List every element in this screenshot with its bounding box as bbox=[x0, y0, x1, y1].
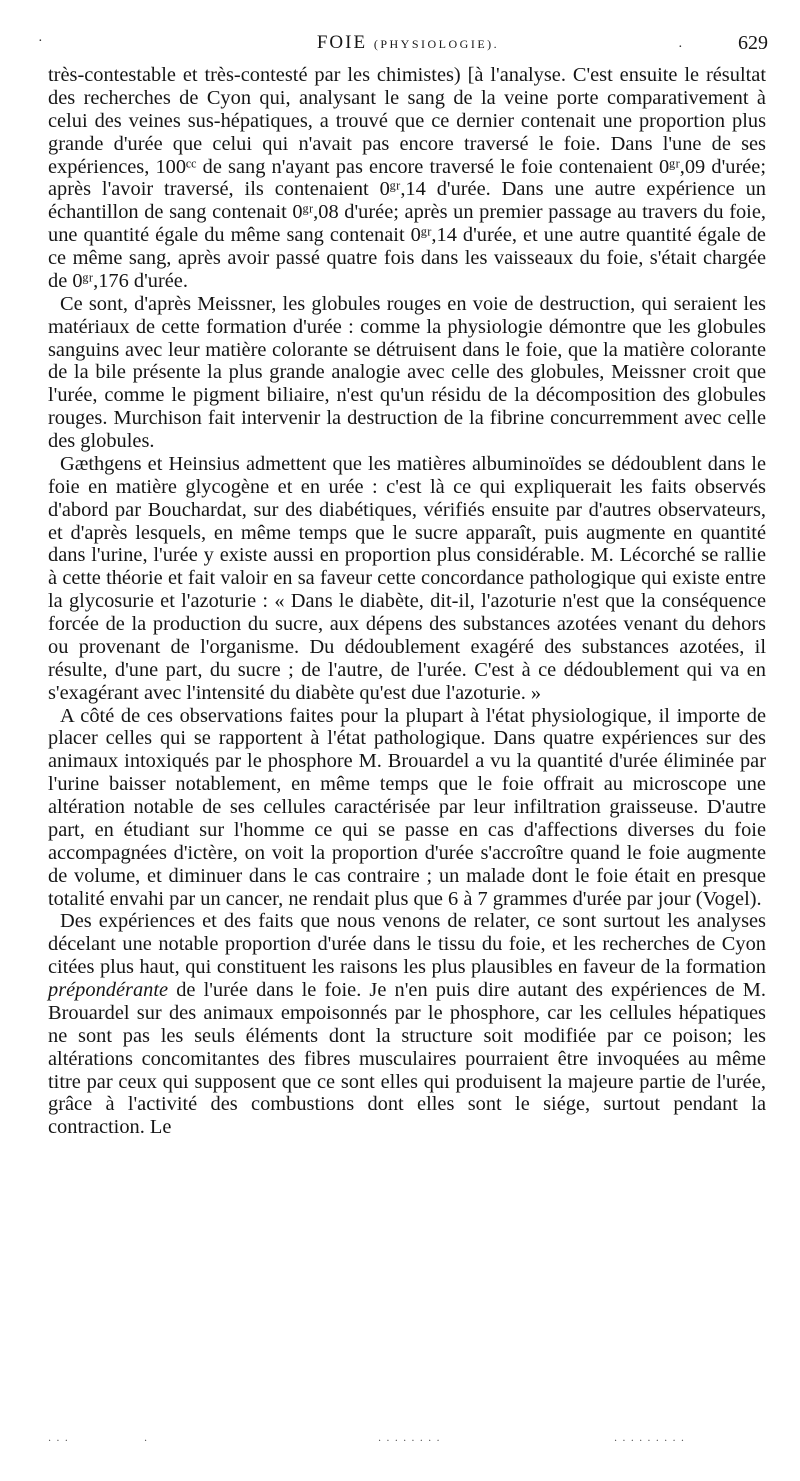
paragraph: A côté de ces observations faites pour la plupart à l'état physiologique, il importe de placer celles qui se rapportent à l'état pathologique. Dans quatre expériences sur des animaux intoxiqués par le phosphore M. Brouardel a vu la quantité d'urée éliminée par l'urine baisser notablement, en même temps que le foie offrait au microscope une altération notable de ses cellules caractérisée par leur infiltration graisseuse. D'autre part, en étudiant sur l'homme ce qui se passe en cas d'affections diverses du foie accompagnées d'ictère, on voit la proportion d'urée s'accroître quand le foie augmente de volume, et diminuer dans le cas contraire ; un malade dont le foie était en presque totalité envahi par un cancer, ne rendait plus que 6 à 7 grammes d'urée par jour (Vogel). bbox=[48, 704, 766, 910]
paragraph-text: Des expériences et des faits que nous venons de relater, ce sont surtout les analyses décelant une notable proportion d'urée dans le tissu du foie, et les recherches de Cyon citées plus haut, qui constituent les raisons les plus plausibles en faveur de la formation bbox=[48, 910, 766, 979]
paragraph bbox=[48, 910, 766, 1139]
scan-speck: · bbox=[144, 1436, 149, 1447]
running-head bbox=[48, 32, 768, 58]
page-number: 629 bbox=[738, 32, 768, 54]
scan-speck: · · · bbox=[48, 1436, 69, 1447]
paragraph: très-contestable et très-contesté par les chimistes) [à l'analyse. C'est ensuite le résultat des recherches de Cyon qui, analysant le sang de la veine porte comparativement à celui des veines sus-hépatiques, a trouvé que ce dernier contenait une proportion plus grande d'urée que celui qui n'avait pas encore traversé le foie. Dans l'une de ses expériences, 100ᶜᶜ de sang n'ayant pas encore traversé le foie contenaient 0ᵍʳ,09 d'urée; après l'avoir traversé, ils contenaient 0ᵍʳ,14 d'urée. Dans une autre expérience un échantillon de sang contenait 0ᵍʳ,08 d'urée; après un premier passage au travers du foie, une quantité égale du même sang contenait 0ᵍʳ,14 d'urée, et une autre quantité égale de ce même sang, après avoir passé quatre fois dans les vaisseaux du foie, s'était chargée de 0ᵍʳ,176 d'urée. bbox=[48, 64, 766, 292]
running-title bbox=[48, 32, 768, 54]
scan-speck: · · · · · · · · bbox=[378, 1436, 441, 1447]
emphasis-text: prépondérante bbox=[48, 979, 169, 1001]
scan-speck: · bbox=[38, 34, 43, 49]
scan-speck: · · · · · · · · · bbox=[614, 1436, 686, 1447]
scan-speck: · bbox=[678, 40, 683, 55]
header-subtitle: (PHYSIOLOGIE). bbox=[373, 37, 500, 51]
paragraph: Gæthgens et Heinsius admettent que les matières albuminoïdes se dédoublent dans le foie en matière glycogène et en urée : c'est là ce qui expliquerait les faits observés d'abord par Bouchardat, sur des diabétiques, vérifiés ensuite par d'autres observateurs, et d'après lesquels, en même temps que le sucre apparaît, puis augmente en quantité dans l'urine, l'urée y existe aussi en proportion plus considérable. M. Lécorché se rallie à cette théorie et fait valoir en sa faveur cette concordance pathologique qui existe entre la glycosurie et l'azoturie : « Dans le diabète, dit-il, l'azoturie n'est que la conséquence forcée de la production du sucre, aux dépens des substances azotées venant du dehors ou provenant de l'organisme. Du dédoublement exagéré des substances azotées, il résulte, d'une part, du sucre ; de l'autre, de l'urée. C'est à ce dédoublement qui va en s'exagérant avec l'intensité du diabète qu'est due l'azoturie. » bbox=[48, 452, 766, 704]
footer-scan-marks bbox=[48, 1436, 766, 1450]
body-text bbox=[48, 64, 766, 1139]
paragraph: Ce sont, d'après Meissner, les globules rouges en voie de destruction, qui seraient les matériaux de cette formation d'urée : comme la physiologie démontre que les globules sanguins avec leur matière colorante se détruisent dans le foie, que la matière colorante de la bile présente la plus grande analogie avec celle des globules, Meissner croit que l'urée, comme le pigment biliaire, n'est qu'un résidu de la décomposition des globules rouges. Murchison fait intervenir la destruction de la fibrine concurremment avec celle des globules. bbox=[48, 292, 766, 452]
header-title: FOIE bbox=[316, 32, 368, 53]
paragraph-text: de l'urée dans le foie. Je n'en puis dire autant des expériences de M. Brouardel sur des animaux empoisonnés par le phosphore, car les cellules hépatiques ne sont pas les seuls éléments dont la structure soit modifiée par ce poison; les altérations concomitantes des fibres musculaires pourraient être invoquées au même titre par ceux qui supposent que ce sont elles qui produisent la majeure partie de l'urée, grâce à l'activité des combustions dont elles sont le siége, surtout pendant la contraction. Le bbox=[48, 979, 766, 1139]
